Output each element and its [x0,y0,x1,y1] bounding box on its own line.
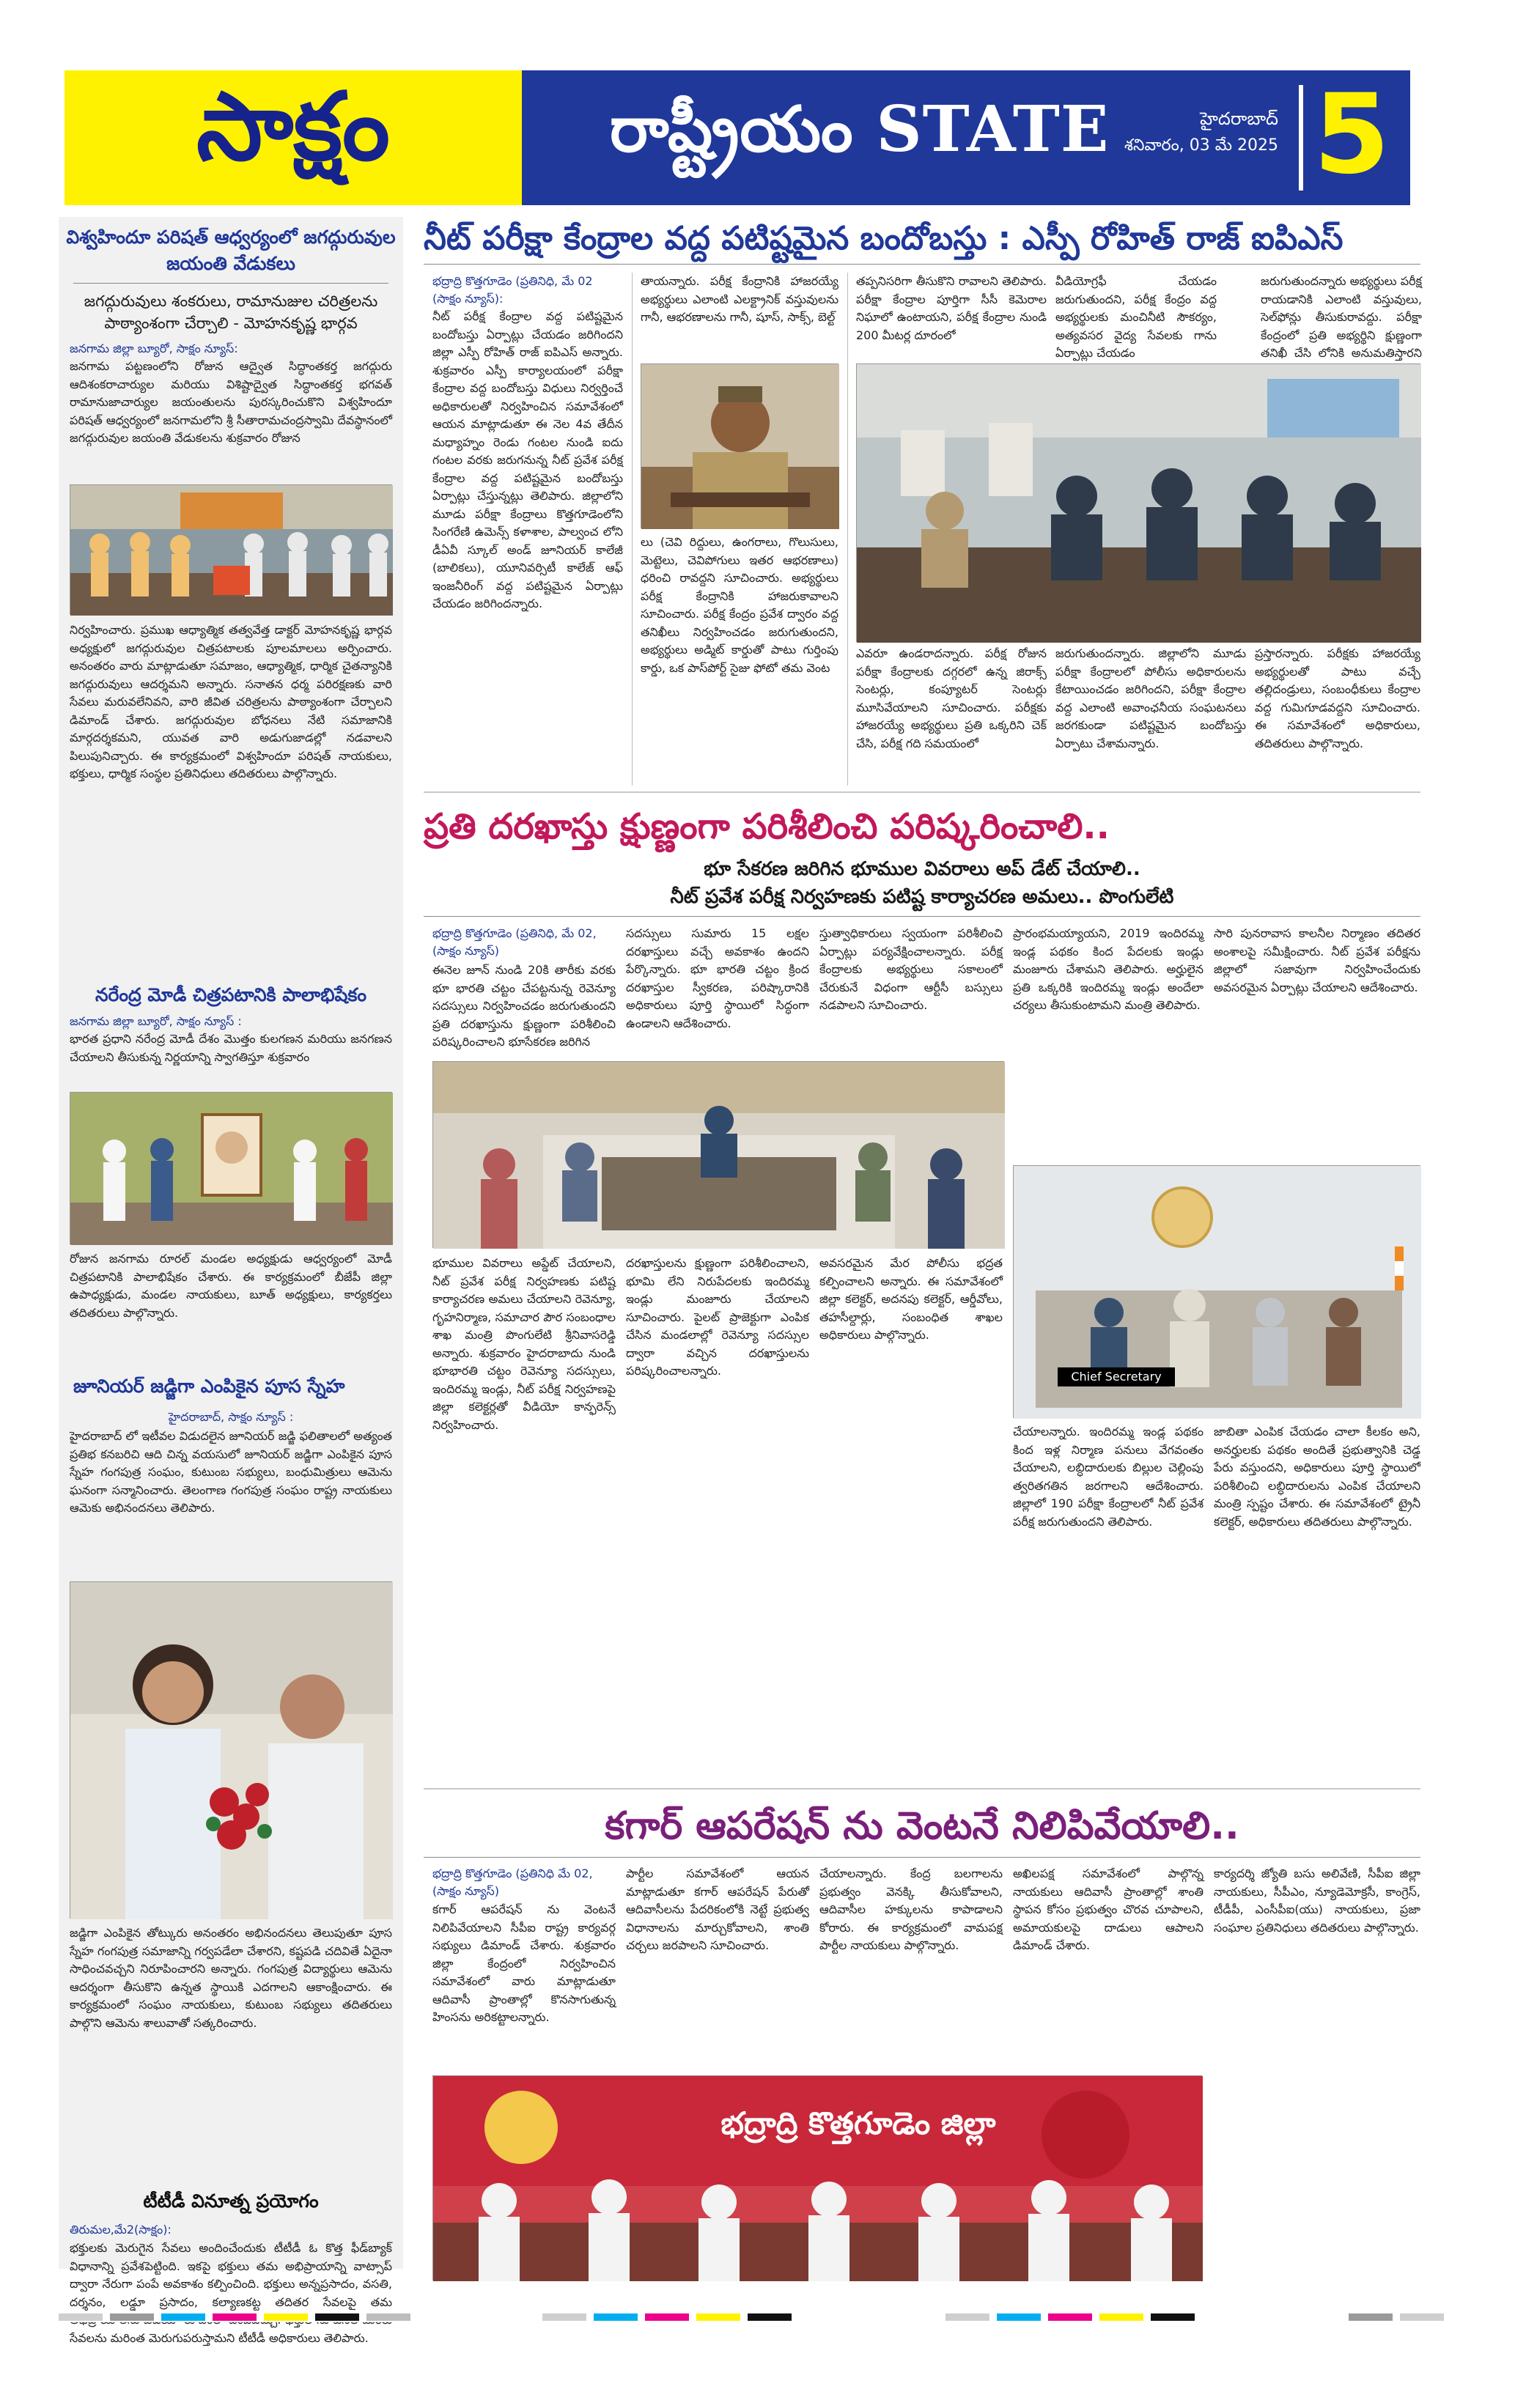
dateline: భద్రాద్రి కొత్తగూడెం (ప్రతినిధి, మే 02 (సాక్షం న్యూస్): [432,274,593,306]
article-body: పార్టీల సమావేశంలో ఆయన మాట్లాడుతూ కగార్ ఆపరేషన్ పేరుతో ఆదివాసీలను పేదరికంలోకి నెట్టే ప్రభుత్వ విధానాలను మార్చుకోవాలని, శాంతి చర్చలు జరపాలని సూచించారు. [626,1866,809,1952]
article-body: జడ్జిగా ఎంపికైన తోట్కురు అనంతరం అభినందనలు తెలుపుతూ పూస స్నేహ గంగపుత్ర సమాజాన్ని గర్వపడేలా చేశారని, కష్టపడి చదివితే ఏదైనా సాధించవచ్చని నిరూపించారని అన్నారు. గంగపుత్ర విద్యార్థులు ఆమెను ఆదర్శంగా తీసుకొని ఉన్నత స్థాయికి ఎదగాలని ఆకాంక్షించారు. ఈ కార్యక్రమంలో సంఘం నాయకులు, కుటుంబ సభ్యులు తదితరులు పాల్గొని ఆమెను శాలువాతో సత్కరించారు. [70,1926,392,2030]
collector-meeting-photo [432,1061,1004,1248]
article-body: ఎవరూ ఉండరాదన్నారు. పరీక్ష రోజున పరీక్షా కేంద్రాలకు దగ్గరలో ఉన్న జిరాక్స్ సెంటర్లు, కంప్యూటర్ సెంటర్లు మూసివేయాలని సూచించారు. పరీక్షకు హాజరయ్యే అభ్యర్థులు ప్రతి ఒక్కరిని చెక్ చేసి, పరీక్ష గది సమయంలో [856,646,1047,750]
left-sidebar [59,217,403,2345]
article-body: చేయాలన్నారు. కేంద్ర బలగాలను ప్రభుత్వం వెనక్కి తీసుకోవాలని, ఆదివాసీల హక్కులను కాపాడాలని కోరారు. ఈ కార్యక్రమంలో వామపక్ష పార్టీల నాయకులు పాల్గొన్నారు. [819,1866,1003,1952]
article-body: హైదరాబాద్ లో ఇటీవల విడుదలైన జూనియర్ జడ్జి ఫలితాలలో అత్యంత ప్రతిభ కనబరిచి ఆది చిన్న వయసులో జూనియర్ జడ్జిగా ఎంపికైన పూస స్నేహ గంగపుత్ర సంఘం, కుటుంబ సభ్యులు, బంధుమిత్రులు ఆమెను ఘనంగా సన్మానించారు. తెలంగాణ గంగపుత్ర సంఘం రాష్ట్ర నాయకులు ఆమెకు అభినందనలు తెలిపారు. [70,1429,392,1515]
article-body: భారత ప్రధాని నరేంద్ర మోడీ దేశం మొత్తం కులగణన మరియు జనగణన చేయాలని తీసుకున్న నిర్ణయాన్ని స్వాగతిస్తూ శుక్రవారం [70,1032,392,1064]
article-body: ప్రారంభమయ్యాయని, 2019 ఇందిరమ్మ ఇండ్ల పథకం కింద పేదలకు ఇండ్లు మంజూరు చేశామని తెలిపారు. అర్హులైన ప్రతి ఒక్కరికి ఇందిరమ్మ ఇండ్లు అందేలా చర్యలు తీసుకుంటామని మంత్రి తెలిపారు. [1013,926,1203,1012]
dateline: హైదరాబాద్, సాక్షం న్యూస్ : [168,1410,294,1424]
article-body: నిర్వహించారు. ప్రముఖ ఆధ్యాత్మిక తత్వవేత్త డాక్టర్ మోహనకృష్ణ భార్గవ అధ్యక్షులో జగద్గురువుల చిత్రపటాలకు పూలమాలలు అర్పించారు. అనంతరం వారు మాట్లాడుతూ సమాజం, ఆధ్యాత్మిక, ధార్మిక చైతన్యానికి జగద్గురువులు ఆదర్శమని అన్నారు. సనాతన ధర్మ పరిరక్షణకు వారి సేవలు మరువలేనివని, వారి జీవిత చరిత్రలను పాఠ్యాంశంగా చేర్చాలని డిమాండ్ చేశారు. జగద్గురువుల బోధనలు నేటి సమాజానికి మార్గదర్శకమని, యువత వారి అడుగుజాడల్లో నడవాలని పిలుపునిచ్చారు. ఈ కార్యక్రమంలో విశ్వహిందూ పరిషత్ నాయకులు, భక్తులు, ధార్మిక సంస్థల ప్రతినిధులు తదితరులు పాల్గొన్నారు. [70,623,392,780]
video-conference-photo [1013,1165,1420,1418]
article-body: భూముల వివరాలు అప్డేట్ చేయాలని, నీట్ ప్రవేశ పరీక్ష నిర్వహణకు పటిష్ట కార్యాచరణ అమలు చేయాలని రెవెన్యూ, గృహనిర్మాణ, సమాచార పౌర సంబంధాల శాఖ మంత్రి పొంగులేటి శ్రీనివాసరెడ్డి అన్నారు. శుక్రవారం హైదరాబాదు నుండి భూభారతి చట్టం రెవెన్యూ సదస్సులు, ఇందిరమ్మ ఇండ్లు, నీట్ పరీక్ష నిర్వహణపై జిల్లా కలెక్టర్లతో వీడియో కాన్ఫరెన్స్ నిర్వహించారు. [432,1256,616,1432]
article-body: జనగామ పట్టణంలోని రోజున ఆద్వైత సిద్ధాంతకర్త జగద్గురు ఆదిశంకరాచార్యుల మరియు విశిష్టాద్వైత సిద్ధాంతకర్త భగవత్ రామానుజాచార్యుల జయంతులను పురస్కరించుకొని విశ్వహిందూ పరిషత్ ఆధ్వర్యంలో జనగామలోని శ్రీ సీతారామచంద్రస్వామి దేవస్థానంలో జగద్గురువుల జయంతి వేడుకలను శుక్రవారం రోజున [70,359,392,445]
judge-felicitation-photo [70,1581,392,1918]
masthead-logo: సాక్షం [64,70,522,205]
dateline: తిరుమల,మే2(సాక్షం): [70,2223,172,2237]
edition-date: శనివారం, 03 మే 2025 [1124,136,1278,155]
article-body: సారి పునరావాస కాలనీల నిర్మాణం తదితర అంశాలపై సమీక్షించారు. నీట్ ప్రవేశ పరీక్షను జిల్లాలో సజావుగా నిర్వహించేందుకు అవసరమైన ఏర్పాట్లు చేయాలని ఆదేశించారు. [1214,926,1420,994]
headline-kagar: కగార్ ఆపరేషన్ ను వెంటనే నిలిపివేయాలి.. [605,1804,1239,1848]
article-body: ఈనెల జూన్ నుండి 20కి తారీకు వరకు భూ భారతి చట్టం చేపట్టనున్న రెవెన్యూ సదస్సులు నిర్వహించడం జరుగుతుందని ప్రతి దరఖాస్తును క్షుణ్ణంగా పరిశీలించి పరిష్కరించాలని భూసేకరణ జరిగిన [432,963,616,1049]
band-divider [1299,85,1303,191]
banner-text: భద్రాద్రి కొత్తగూడెం జిల్లా [720,2105,996,2141]
article-body: స్తుత్వాధికారులు స్వయంగా పరిశీలించి ఏర్పాట్లు పర్యవేక్షించాలన్నారు. పరీక్ష కేంద్రాలకు అభ్యర్థులు సకాలంలో చేరుకునే విధంగా ఆర్టీసీ బస్సులు నడపాలని సూచించారు. [819,926,1003,1012]
article-body: తాయన్నారు. పరీక్ష కేంద్రానికి హాజరయ్యే అభ్యర్థులు ఎలాంటి ఎలక్ట్రానిక్ వస్తువులను గానీ, ఆభరణాలను గానీ, షూస్, సాక్స్, బెల్ట్ [641,274,838,324]
sidebar-headline-3: జూనియర్ జడ్జిగా ఎంపికైన పూస స్నేహ [73,1375,345,1397]
cpi-meeting-photo [432,2075,1202,2280]
vc-name-label: Chief Secretary [1058,1367,1175,1386]
divider [73,283,388,284]
divider [424,916,1420,917]
divider [424,1857,1420,1858]
headline-applications: ప్రతి దరఖాస్తు క్షుణ్ణంగా పరిశీలించి పరిష్కరించాలి.. [424,806,1110,847]
article-body: జరుగుతుందన్నారు అభ్యర్థులు పరీక్ష రాయడానికి ఎలాంటి వస్తువులు, సెల్‌ఫోన్లు తీసుకురావద్దు. పరీక్షా కేంద్రంలో ప్రతి అభ్యర్థిని క్షుణ్ణంగా తనిఖీ చేసి లోనికి అనుమతిస్తారని [1261,274,1422,360]
dateline: భద్రాద్రి కొత్తగూడెం (ప్రతినిధి మే 02, (సాక్షం న్యూస్) [432,1866,593,1898]
deck-2: నీట్ ప్రవేశ పరీక్ష నిర్వహణకు పటిష్ట కార్యాచరణ అమలు.. పొంగులేటి [670,886,1174,908]
column-rule [847,273,848,786]
article-body: అవసరమైన మేర పోలీసు భద్రత కల్పించాలని అన్నారు. ఈ సమావేశంలో జిల్లా కలెక్టర్, అదనపు కలెక్టర్, ఆర్డీవోలు, తహసీల్దార్లు, సంబంధిత శాఖల అధికారులు పాల్గొన్నారు. [819,1256,1003,1342]
police-meeting-photo [856,363,1420,642]
article-body: వీడియోగ్రఫీ చేయడం జరుగుతుందని, పరీక్ష కేంద్రం వద్ద అభ్యర్థులకు మంచినీటి సౌకర్యం, అత్యవసర వైద్య సేవలకు గాను ఏర్పాట్లు చేయడం [1055,274,1217,360]
sp-portrait-photo [641,363,838,528]
dateline: భద్రాద్రి కొత్తగూడెం (ప్రతినిధి, మే 02, (సాక్షం న్యూస్) [432,926,597,958]
dateline: జనగామ జిల్లా బ్యూరో, సాక్షం న్యూస్ : [70,1014,242,1028]
article-body: భక్తులకు మెరుగైన సేవలు అందించేందుకు టీటీడీ ఓ కొత్త ఫీడ్‌బ్యాక్ విధానాన్ని ప్రవేశపెట్టింది. ఇకపై భక్తులు తమ అభిప్రాయాన్ని వాట్సాప్ ద్వారా నేరుగా పంపే అవకాశం కల్పించింది. భక్తులు అన్నప్రసాదం, వసతి, దర్శనం, లడ్డూ ప్రసాదం, కల్యాణకట్ట తదితర సేవలపై తమ సేవలను మరింత మెరుగుపరుస్తామని టీటీడీ అధికారులు తెలిపారు. [70,2241,392,2345]
article-body: తప్పనిసరిగా తీసుకొని రావాలని తెలిపారు. పరీక్షా కేంద్రాల పూర్తిగా సీసీ కెమెరాల నిఘాలో ఉంటాయని, పరీక్ష కేంద్రాల నుండి 200 మీటర్ల దూరంలో [856,274,1047,342]
article-body: లు (చెవి రిద్దులు, ఉంగరాలు, గొలుసులు, మెట్టెలు, చెవిపోగులు ఇతర ఆభరణాలు) ధరించి రావద్దని సూచించారు. అభ్యర్థులు పరీక్ష కేంద్రానికి హాజరుకావాలని సూచించారు. పరీక్ష కేంద్రం ప్రవేశ ద్వారం వద్ద తనిఖీలు నిర్వహించడం జరుగుతుందని, అభ్యర్థులు అడ్మిట్ కార్డుతో పాటు గుర్తింపు కార్డు, ఒక పాస్‌పోర్ట్ సైజు ఫోటో తమ వెంట [641,535,838,675]
article-body: దరఖాస్తులను క్షుణ్ణంగా పరిశీలించాలని, భూమి లేని నిరుపేదలకు ఇందిరమ్మ ఇండ్లు మంజూరు చేయాలని సూచించారు. పైలట్ ప్రాజెక్టుగా ఎంపిక చేసిన మండలాల్లో రెవెన్యూ సదస్సుల ద్వారా వచ్చిన దరఖాస్తులను పరిష్కరించాలన్నారు. [626,1256,809,1378]
article-body: చేయాలన్నారు. ఇందిరమ్మ ఇండ్ల పథకం కింద ఇళ్ల నిర్మాణ పనులు వేగవంతం చేయాలని, లబ్ధిదారులకు బిల్లుల చెల్లింపు త్వరితగతిన జరగాలని ఆదేశించారు. జిల్లాలో 190 పరీక్షా కేంద్రాలలో నీట్ ప్రవేశ పరీక్ష జరుగుతుందని తెలిపారు. [1013,1425,1203,1529]
article-body: నీట్ పరీక్ష కేంద్రాల వద్ద పటిష్టమైన బందోబస్తు ఏర్పాట్లు చేయడం జరిగిందని జిల్లా ఎస్పీ రోహిత్ రాజ్ ఐపిఎస్ అన్నారు. శుక్రవారం ఎస్పీ కార్యాలయంలో పరీక్షా కేంద్రాల వద్ద బందోబస్తు విధులు నిర్వర్తించే అధికారులతో నిర్వహించిన సమావేశంలో ఆయన మాట్లాడుతూ ఈ నెల 4వ తేదీన మధ్యాహ్నం రెండు గంటల నుండి ఐదు గంటల వరకు జరుగనున్న నీట్ ప్రవేశ పరీక్ష కేంద్రాల వద్ద పటిష్టమైన బందోబస్తు ఏర్పాట్లు చేస్తున్నట్లు తెలిపారు. జిల్లాలోని మూడు పరీక్షా కేంద్రాలు కొత్తగూడెంలోని సింగరేణి ఉమెన్స్ కళాశాల, పాల్వంచ లోని డీఏవీ స్కూల్ అండ్ జూనియర్ కాలేజీ (బాలికలు), యూనివర్సిటీ కాలేజ్ ఆఫ్ ఇంజనీరింగ్ వద్ద పటిష్టమైన ఏర్పాట్లు చేయడం జరిగిందన్నారు. [432,309,623,610]
sidebar-subhead-1: జగద్గురువులు శంకరులు, రామానుజుల చరిత్రలను పాఠ్యాంశంగా చేర్చాలి - మోహనకృష్ణ భార్గవ [84,292,378,332]
dateline: జనగామ జిల్లా బ్యూరో, సాక్షం న్యూస్: [70,341,238,355]
article-body: కగార్ ఆపరేషన్ ను వెంటనే నిలిపివేయాలని సీపీఐ రాష్ట్ర కార్యవర్గ సభ్యులు డిమాండ్ చేశారు. శుక్రవారం జిల్లా కేంద్రంలో నిర్వహించిన సమావేశంలో వారు మాట్లాడుతూ ఆదివాసీ ప్రాంతాల్లో కొనసాగుతున్న హింసను అరికట్టాలన్నారు. [432,1902,616,2024]
edition-city: హైదరాబాద్ [1200,108,1278,129]
section-title: రాష్ట్రీయం STATE [610,92,1110,166]
deck-1: భూ సేకరణ జరిగిన భూముల వివరాలు అప్ డేట్ చేయాలి.. [704,858,1140,880]
article-body: రోజున జనగామ రూరల్ మండల అధ్యక్షుడు ఆధ్వర్యంలో మోడీ చిత్రపటానికి పాలాభిషేకం చేశారు. ఈ కార్యక్రమంలో బీజేపీ జిల్లా ఉపాధ్యక్షుడు, మండల నాయకులు, బూత్ అధ్యక్షులు, కార్యకర్తలు తదితరులు పాల్గొన్నారు. [70,1252,392,1320]
sidebar-headline-1: విశ్వహిందూ పరిషత్ ఆధ్వర్యంలో జగద్గురువుల జయంతి వేడుకలు [66,226,396,274]
sidebar-headline-2: నరేంద్ర మోడీ చిత్రపటానికి పాలాభిషేకం [95,984,367,1005]
article-body: ప్రస్తారన్నారు. పరీక్షకు హాజరయ్యే అభ్యర్థులతో పాటు వచ్చే తల్లిదండ్రులు, సంబంధీకులు కేంద్రాల వద్ద గుమిగూడవద్దని సూచించారు. ఈ సమావేశంలో అధికారులు, తదితరులు పాల్గొన్నారు. [1255,646,1420,750]
divider [424,264,1420,265]
article-body: జరుగుతుందన్నారు. జిల్లాలోని మూడు పరీక్షా కేంద్రాలలో పోలీసు అధికారులను కేటాయించడం జరిగిందని, పరీక్షా కేంద్రాల వద్ద ఎలాంటి అవాంఛనీయ సంఘటనలు జరగకుండా పటిష్టమైన బందోబస్తు ఏర్పాటు చేశామన్నారు. [1055,646,1246,750]
article-body: కార్యదర్శి జ్యోతి బసు అలివేణి, సీపీఐ జిల్లా నాయకులు, సీపీఎం, న్యూడెమోక్రసీ, కాంగ్రెస్, టీడీపీ, ఎంసీపీఐ(యు) నాయకులు, ప్రజా సంఘాల ప్రతినిధులు తదితరులు పాల్గొన్నారు. [1214,1866,1420,1935]
article-body: అఖిలపక్ష సమావేశంలో పాల్గొన్న నాయకులు ఆదివాసీ ప్రాంతాల్లో శాంతి స్థాపన కోసం ప్రభుత్వం చొరవ చూపాలని, అమాయకులపై దాడులు ఆపాలని డిమాండ్ చేశారు. [1013,1866,1203,1952]
page-number: 5 [1313,71,1390,199]
color-registration-bar [29,2311,1486,2322]
masthead-band [522,70,1410,205]
divider [424,791,1420,793]
sidebar-headline-4: టీటీడీ వినూత్న ప్రయోగం [143,2190,319,2212]
column-rule [632,273,633,786]
vhp-event-photo [70,484,392,615]
divider [424,1788,1420,1790]
modi-tribute-photo [70,1092,392,1244]
article-body: సదస్సులు సుమారు 15 లక్షల దరఖాస్తులు వచ్చే అవకాశం ఉందని పేర్కొన్నారు. భూ భారతి చట్టం క్రింద దరఖాస్తుల స్వీకరణ, పరిష్కారానికి అధికారులు పూర్తి స్థాయిలో సిద్ధంగా ఉండాలని ఆదేశించారు. [626,926,809,1030]
headline-neet: నీట్ పరీక్షా కేంద్రాల వద్ద పటిష్టమైన బందోబస్తు : ఎస్పీ రోహిత్ రాజ్ ఐపిఎస్ [424,220,1343,257]
article-body: జాబితా ఎంపిక చేయడం చాలా కీలకం అని, అనర్హులకు పథకం అందితే ప్రభుత్వానికి చెడ్డ పేరు వస్తుందని, అధికారులు పూర్తి స్థాయిలో పరిశీలించి లబ్ధిదారులను ఎంపిక చేయాలని మంత్రి స్పష్టం చేశారు. ఈ సమావేశంలో ట్రైనీ కలెక్టర్, అధికారులు తదితరులు పాల్గొన్నారు. [1214,1425,1420,1529]
